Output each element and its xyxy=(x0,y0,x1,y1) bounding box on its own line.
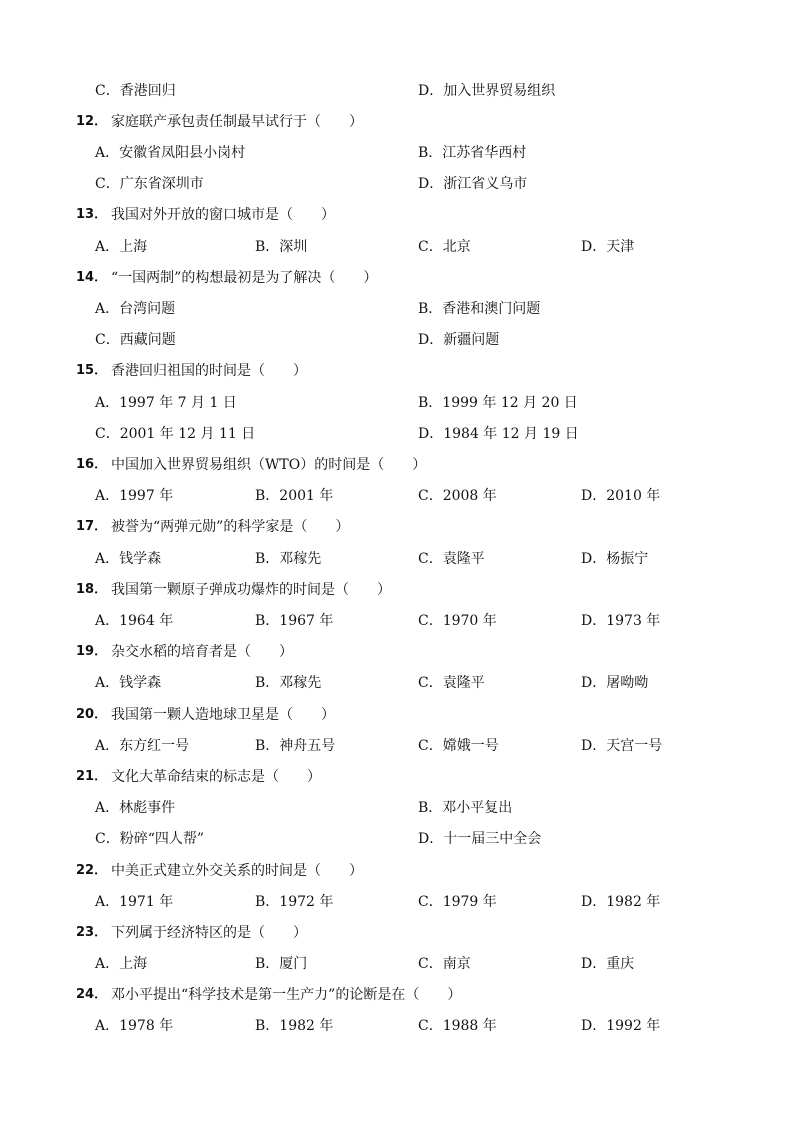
question-number: 14． xyxy=(76,270,108,285)
option-d: D．屠呦呦 xyxy=(581,675,649,691)
question-text: 香港回归祖国的时间是（ ） xyxy=(111,363,307,379)
option-a: A．台湾问题 xyxy=(95,301,176,317)
question-15 xyxy=(0,361,794,381)
question-text: 中美正式建立外交关系的时间是（ ） xyxy=(111,863,363,879)
option-b: B．邓稼先 xyxy=(255,551,322,567)
question-text: 中国加入世界贸易组织（WTO）的时间是（ ） xyxy=(111,457,427,473)
option-c: C．香港回归 xyxy=(95,83,176,99)
option-c: C．2001 年 12 月 11 日 xyxy=(95,426,256,442)
option-d: D．浙江省义乌市 xyxy=(418,176,528,192)
option-row xyxy=(0,81,794,101)
option-d: D．重庆 xyxy=(581,956,635,972)
option-row xyxy=(0,330,794,350)
question-20 xyxy=(0,705,794,725)
question-number: 16． xyxy=(76,457,108,472)
option-b: B．邓小平复出 xyxy=(418,800,513,816)
question-text: 杂交水稻的培育者是（ ） xyxy=(111,644,293,660)
option-b: B．1967 年 xyxy=(255,613,334,629)
option-d: D．天宫一号 xyxy=(581,738,663,754)
question-number: 17． xyxy=(76,519,108,534)
option-row xyxy=(0,829,794,849)
option-row xyxy=(0,424,794,444)
question-12 xyxy=(0,112,794,132)
question-18 xyxy=(0,580,794,600)
question-text: 邓小平提出“科学技术是第一生产力”的论断是在（ ） xyxy=(111,987,462,1003)
option-a: A．钱学森 xyxy=(95,675,162,691)
option-row xyxy=(0,174,794,194)
option-row xyxy=(0,299,794,319)
question-number: 15． xyxy=(76,363,108,378)
option-a: A．1997 年 xyxy=(95,488,174,504)
option-row xyxy=(0,486,794,506)
question-16 xyxy=(0,455,794,475)
option-d: D．2010 年 xyxy=(581,488,661,504)
option-a: A．1978 年 xyxy=(95,1018,174,1034)
question-number: 22． xyxy=(76,863,108,878)
option-d: D．1982 年 xyxy=(581,894,661,910)
option-d: D．天津 xyxy=(581,239,635,255)
option-b: B．深圳 xyxy=(255,239,308,255)
option-a: A．安徽省凤阳县小岗村 xyxy=(95,145,246,161)
question-17 xyxy=(0,517,794,537)
option-d: D．新疆问题 xyxy=(418,332,500,348)
option-c: C．南京 xyxy=(418,956,471,972)
question-text: “一国两制”的构想最初是为了解决（ ） xyxy=(111,270,378,286)
option-b: B．香港和澳门问题 xyxy=(418,301,541,317)
question-text: 我国第一颗原子弹成功爆炸的时间是（ ） xyxy=(111,582,391,598)
option-row xyxy=(0,611,794,631)
option-c: C．袁隆平 xyxy=(418,551,485,567)
option-b: B．1972 年 xyxy=(255,894,334,910)
question-text: 被誉为“两弹元勋”的科学家是（ ） xyxy=(111,519,350,535)
option-d: D．1973 年 xyxy=(581,613,661,629)
option-row xyxy=(0,143,794,163)
question-21 xyxy=(0,767,794,787)
option-b: B．2001 年 xyxy=(255,488,334,504)
option-d: D．十一届三中全会 xyxy=(418,831,542,847)
question-number: 12． xyxy=(76,114,108,129)
question-13 xyxy=(0,205,794,225)
option-b: B．江苏省华西村 xyxy=(418,145,527,161)
option-a: A．1964 年 xyxy=(95,613,174,629)
question-14 xyxy=(0,268,794,288)
option-b: B．邓稼先 xyxy=(255,675,322,691)
option-a: A．林彪事件 xyxy=(95,800,176,816)
question-19 xyxy=(0,642,794,662)
option-c: C．袁隆平 xyxy=(418,675,485,691)
question-22 xyxy=(0,861,794,881)
option-a: A．1971 年 xyxy=(95,894,174,910)
question-number: 24． xyxy=(76,987,108,1002)
option-row xyxy=(0,798,794,818)
option-d: D．1984 年 12 月 19 日 xyxy=(418,426,579,442)
option-row xyxy=(0,393,794,413)
question-number: 13． xyxy=(76,207,108,222)
option-b: B．神舟五号 xyxy=(255,738,336,754)
option-row xyxy=(0,237,794,257)
question-text: 家庭联产承包责任制最早试行于（ ） xyxy=(111,114,363,130)
question-number: 18． xyxy=(76,582,108,597)
option-b: B．厦门 xyxy=(255,956,308,972)
question-24 xyxy=(0,985,794,1005)
option-row xyxy=(0,549,794,569)
question-text: 下列属于经济特区的是（ ） xyxy=(111,925,307,941)
option-c: C．1970 年 xyxy=(418,613,497,629)
option-d: D．加入世界贸易组织 xyxy=(418,83,556,99)
question-text: 我国第一颗人造地球卫星是（ ） xyxy=(111,707,335,723)
option-row xyxy=(0,954,794,974)
question-number: 20． xyxy=(76,707,108,722)
option-row xyxy=(0,1016,794,1036)
question-number: 23． xyxy=(76,925,108,940)
option-row xyxy=(0,673,794,693)
question-number: 19． xyxy=(76,644,108,659)
question-text: 我国对外开放的窗口城市是（ ） xyxy=(111,207,335,223)
option-c: C．西藏问题 xyxy=(95,332,176,348)
question-text: 文化大革命结束的标志是（ ） xyxy=(111,769,321,785)
option-d: D．1992 年 xyxy=(581,1018,661,1034)
option-b: B．1999 年 12 月 20 日 xyxy=(418,395,578,411)
option-row xyxy=(0,736,794,756)
option-a: A．钱学森 xyxy=(95,551,162,567)
option-c: C．2008 年 xyxy=(418,488,497,504)
option-a: A．上海 xyxy=(95,956,148,972)
option-c: C．嫦娥一号 xyxy=(418,738,499,754)
option-c: C．1988 年 xyxy=(418,1018,497,1034)
option-row xyxy=(0,892,794,912)
option-c: C．粉碎“四人帮” xyxy=(95,831,205,847)
option-c: C．1979 年 xyxy=(418,894,497,910)
question-23 xyxy=(0,923,794,943)
option-a: A．1997 年 7 月 1 日 xyxy=(95,395,237,411)
option-a: A．上海 xyxy=(95,239,148,255)
option-a: A．东方红一号 xyxy=(95,738,190,754)
option-b: B．1982 年 xyxy=(255,1018,334,1034)
question-number: 21． xyxy=(76,769,108,784)
option-c: C．广东省深圳市 xyxy=(95,176,204,192)
option-d: D．杨振宁 xyxy=(581,551,649,567)
option-c: C．北京 xyxy=(418,239,471,255)
